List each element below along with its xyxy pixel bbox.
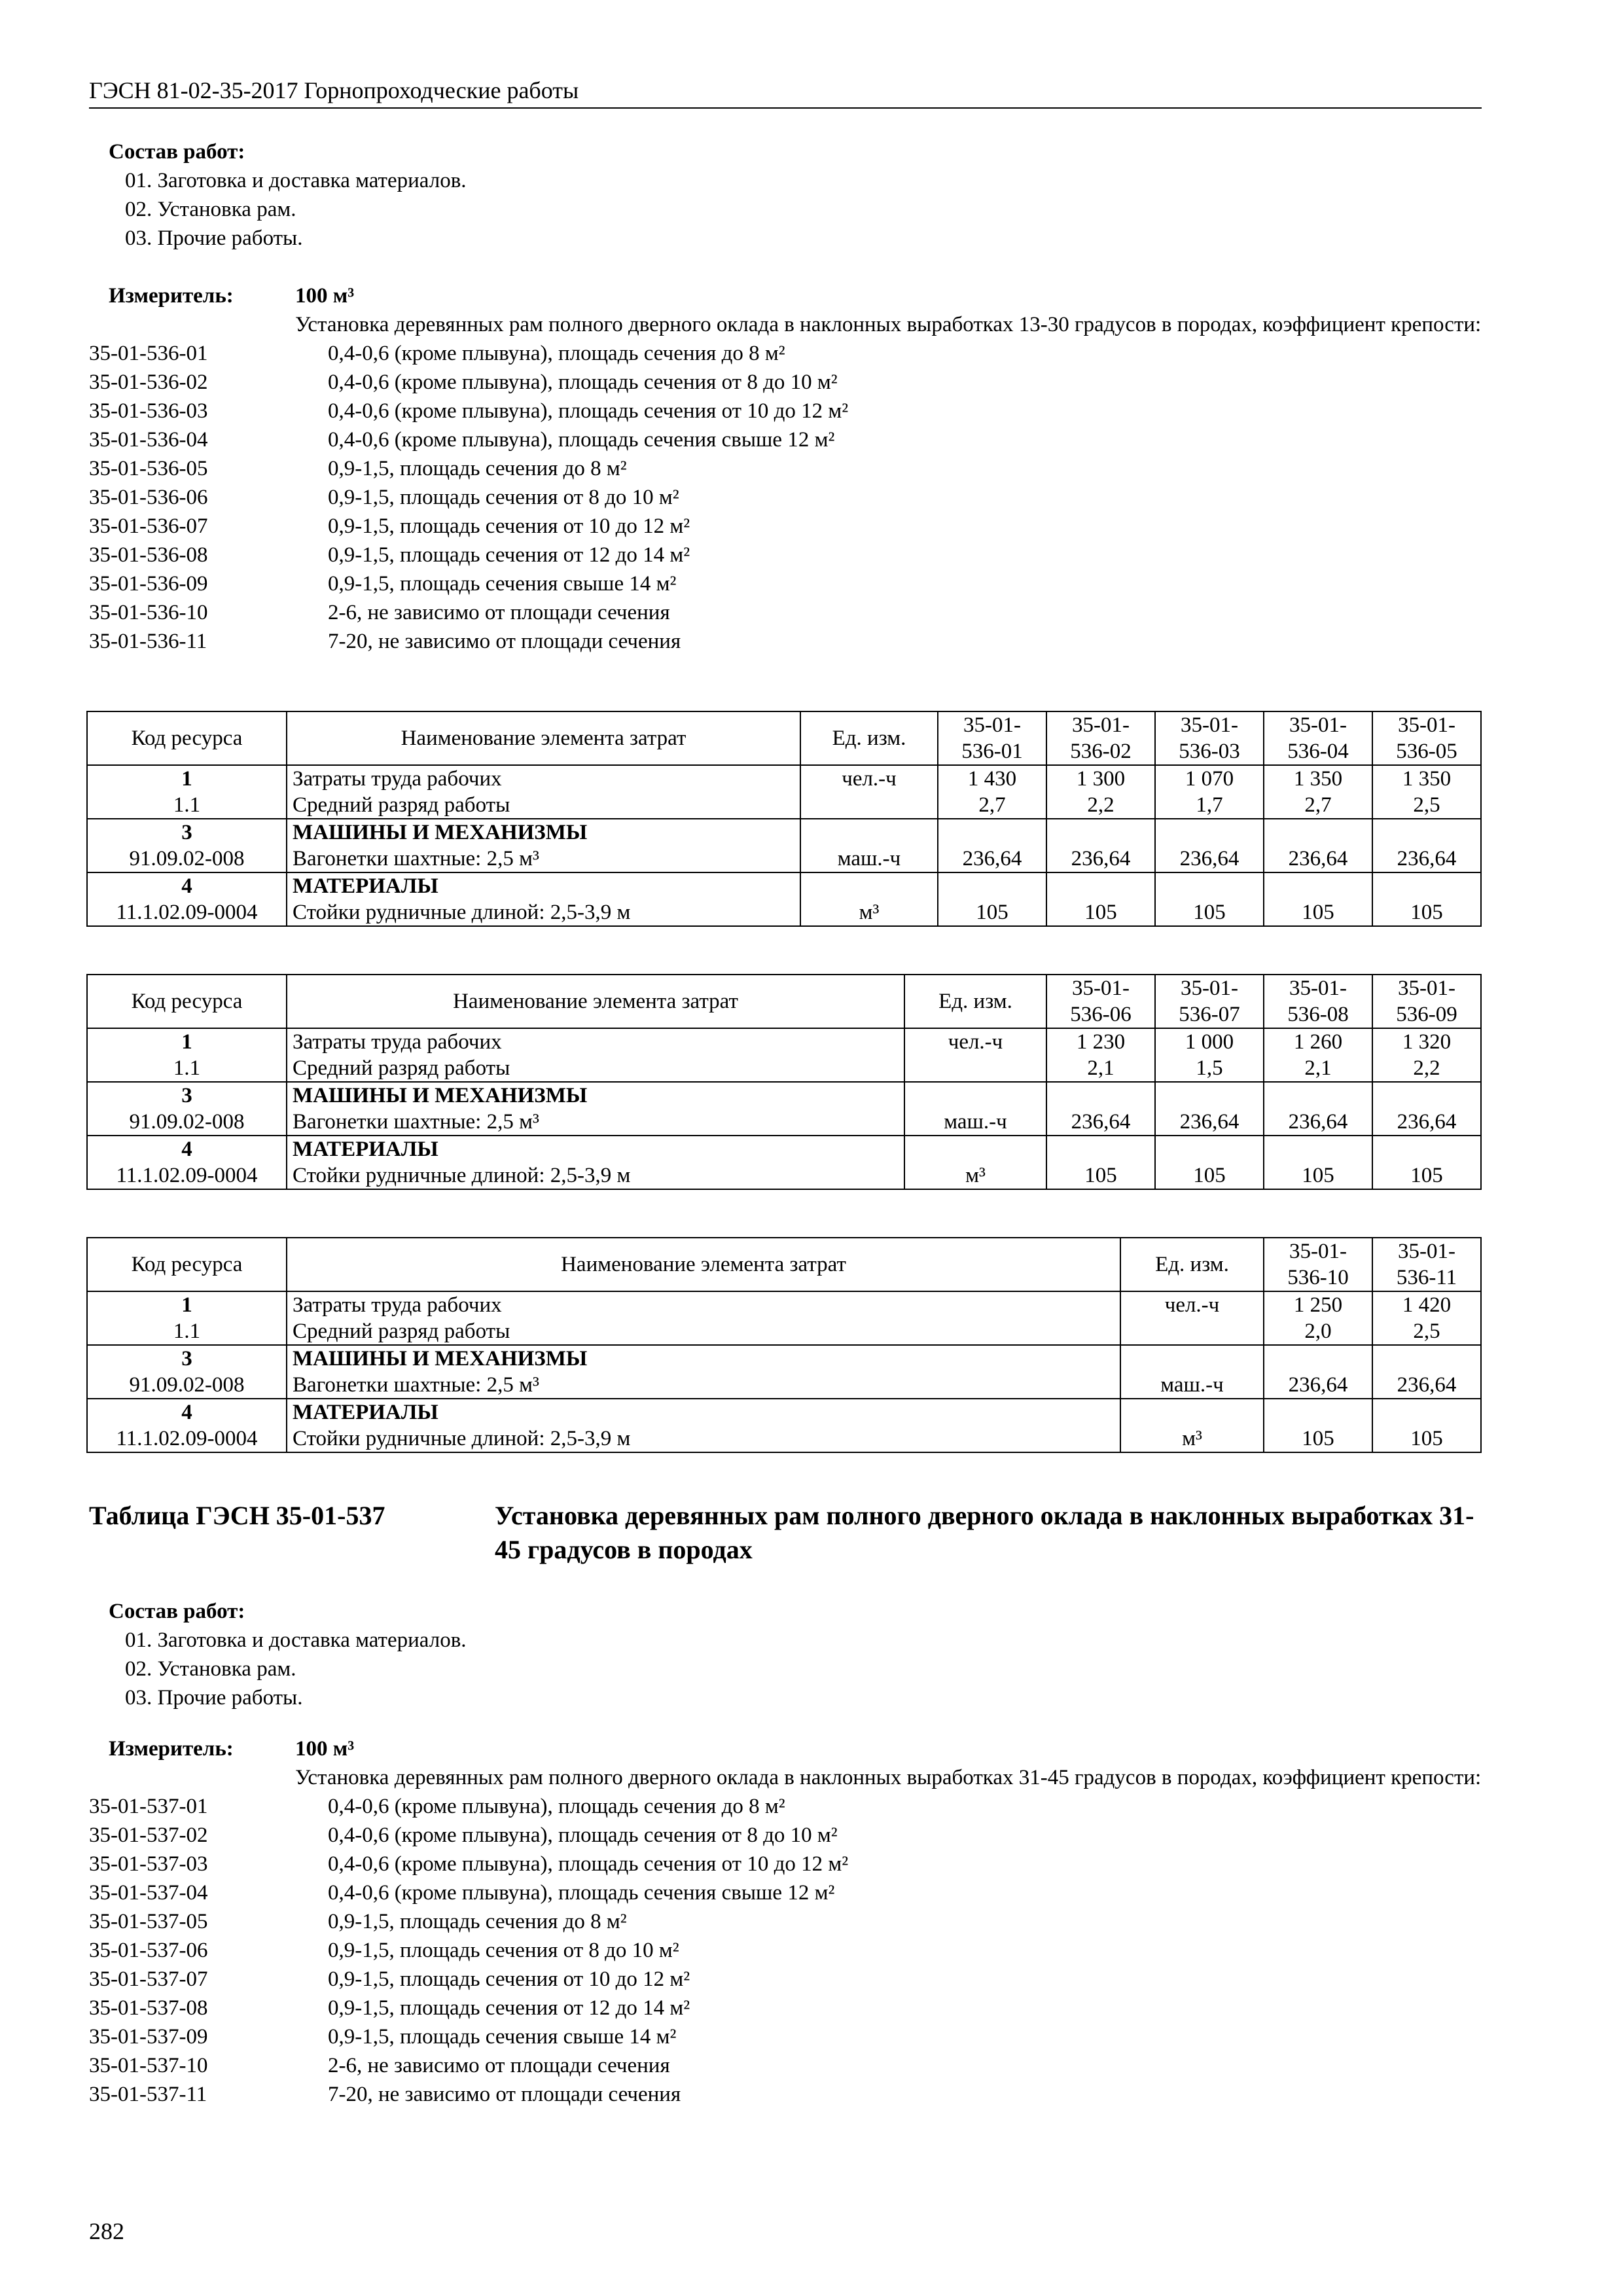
list-item	[89, 1994, 1482, 2022]
row-code: 11.1.02.09-0004	[87, 1162, 287, 1189]
row-unit: м³	[904, 1162, 1046, 1189]
table-row	[87, 846, 1481, 872]
col-header-code: Код ресурса	[87, 975, 287, 1028]
item-code: 35-01-536-06	[89, 486, 208, 509]
row-name: Стойки рудничные длиной: 2,5-3,9 м	[287, 1426, 1120, 1452]
item-text: 0,9-1,5, площадь сечения от 10 до 12 м²	[328, 514, 690, 538]
item-text: 7-20, не зависимо от площади сечения	[328, 2083, 681, 2106]
table-row	[87, 899, 1481, 926]
measure-unit: 100 м³	[295, 284, 355, 308]
item-text: 0,4-0,6 (кроме плывуна), площадь сечения свыше 12 м²	[328, 1881, 835, 1905]
cell-value: 105	[1155, 899, 1264, 926]
cell-value: 105	[938, 899, 1046, 926]
row-code: 4	[87, 872, 287, 899]
row-code: 3	[87, 1082, 287, 1109]
item-code: 35-01-537-10	[89, 2054, 208, 2077]
list-item	[89, 339, 1482, 368]
item-text: 0,4-0,6 (кроме плывуна), площадь сечения до 8 м²	[328, 1795, 785, 1818]
item-code: 35-01-537-09	[89, 2025, 208, 2049]
item-text: 0,4-0,6 (кроме плывуна), площадь сечения до 8 м²	[328, 342, 785, 365]
measure-label: Измеритель:	[109, 1737, 234, 1761]
col-header-name: Наименование элемента затрат	[287, 711, 800, 765]
list-item	[89, 454, 1482, 483]
item-text: 2-6, не зависимо от площади сечения	[328, 601, 670, 624]
list-item	[89, 368, 1482, 397]
row-name: Вагонетки шахтные: 2,5 м³	[287, 846, 800, 872]
work-item: 02. Установка рам.	[125, 198, 296, 221]
cell-value: 2,2	[1046, 792, 1155, 819]
cell-value: 1,5	[1155, 1055, 1264, 1082]
table-row	[87, 1372, 1481, 1399]
item-text: 0,4-0,6 (кроме плывуна), площадь сечения от 10 до 12 м²	[328, 399, 849, 423]
col-header-rate: 35-01-536-09	[1372, 975, 1481, 1028]
item-code: 35-01-536-11	[89, 630, 207, 653]
item-code: 35-01-537-03	[89, 1852, 208, 1876]
row-name: МАТЕРИАЛЫ	[287, 1136, 904, 1162]
row-name: МАШИНЫ И МЕХАНИЗМЫ	[287, 819, 800, 846]
col-header-rate: 35-01-536-06	[1046, 975, 1155, 1028]
item-text: 0,4-0,6 (кроме плывуна), площадь сечения свыше 12 м²	[328, 428, 835, 452]
col-header-rate: 35-01-536-01	[938, 711, 1046, 765]
list-item	[89, 512, 1482, 541]
cell-value: 2,1	[1046, 1055, 1155, 1082]
row-unit: чел.-ч	[800, 765, 938, 792]
item-code: 35-01-537-02	[89, 1823, 208, 1847]
row-name: МАТЕРИАЛЫ	[287, 1399, 1120, 1426]
list-item	[89, 2051, 1482, 2080]
item-code: 35-01-537-07	[89, 1967, 208, 1991]
work-item: 03. Прочие работы.	[125, 226, 303, 250]
row-name: Вагонетки шахтные: 2,5 м³	[287, 1372, 1120, 1399]
item-code: 35-01-536-05	[89, 457, 208, 480]
measure-description: Установка деревянных рам полного дверного оклада в наклонных выработках 13-30 градусов в породах, коэффициент крепости:	[295, 313, 1482, 336]
resource-table-2	[86, 974, 1482, 1190]
item-text: 0,9-1,5, площадь сечения свыше 14 м²	[328, 572, 677, 596]
item-code: 35-01-536-09	[89, 572, 208, 596]
cell-value: 105	[1155, 1162, 1264, 1189]
list-item	[89, 1792, 1482, 1821]
cell-value: 2,1	[1264, 1055, 1372, 1082]
cell-value: 236,64	[1046, 846, 1155, 872]
cell-value: 2,0	[1264, 1318, 1372, 1345]
table-header-row	[87, 975, 1481, 1028]
item-text: 0,4-0,6 (кроме плывуна), площадь сечения от 10 до 12 м²	[328, 1852, 849, 1876]
list-item	[89, 397, 1482, 425]
item-text: 0,9-1,5, площадь сечения до 8 м²	[328, 457, 627, 480]
table-537-title	[89, 1499, 1482, 1567]
col-header-code: Код ресурса	[87, 711, 287, 765]
row-unit: чел.-ч	[1120, 1291, 1264, 1318]
row-unit: маш.-ч	[800, 846, 938, 872]
cell-value: 1 070	[1155, 765, 1264, 792]
table-537-name: Установка деревянных рам полного дверного оклада в наклонных выработках 31-45 градусов в породах	[495, 1501, 1474, 1564]
item-code: 35-01-536-02	[89, 370, 208, 394]
row-code: 1.1	[87, 792, 287, 819]
cell-value: 236,64	[1155, 1109, 1264, 1136]
col-header-code: Код ресурса	[87, 1238, 287, 1291]
cell-value: 1,7	[1155, 792, 1264, 819]
item-code: 35-01-536-03	[89, 399, 208, 423]
cell-value: 105	[1372, 1162, 1481, 1189]
work-composition-label: Состав работ:	[109, 1600, 245, 1623]
item-code: 35-01-537-08	[89, 1996, 208, 2020]
item-code: 35-01-536-07	[89, 514, 208, 538]
item-list	[89, 1792, 1482, 2109]
col-header-rate: 35-01-536-08	[1264, 975, 1372, 1028]
table-row	[87, 1109, 1481, 1136]
col-header-rate: 35-01-536-05	[1372, 711, 1481, 765]
table-row	[87, 765, 1481, 792]
col-header-rate: 35-01-536-07	[1155, 975, 1264, 1028]
row-code: 11.1.02.09-0004	[87, 899, 287, 926]
cell-value: 2,5	[1372, 1318, 1481, 1345]
cell-value: 1 300	[1046, 765, 1155, 792]
table-row	[87, 792, 1481, 819]
cell-value: 105	[1372, 1426, 1481, 1452]
page-header: ГЭСН 81-02-35-2017 Горнопроходческие работы	[89, 76, 1482, 109]
row-name: МАШИНЫ И МЕХАНИЗМЫ	[287, 1082, 904, 1109]
row-code: 1	[87, 1291, 287, 1318]
cell-value: 236,64	[1264, 846, 1372, 872]
list-item	[89, 2022, 1482, 2051]
row-code: 3	[87, 1345, 287, 1372]
row-unit	[800, 792, 938, 819]
row-code: 3	[87, 819, 287, 846]
cell-value: 1 430	[938, 765, 1046, 792]
col-header-rate: 35-01-536-10	[1264, 1238, 1372, 1291]
list-item	[89, 598, 1482, 627]
cell-value: 1 000	[1155, 1028, 1264, 1055]
row-name: Затраты труда рабочих	[287, 1028, 904, 1055]
list-item	[89, 541, 1482, 569]
resource-table-1	[86, 711, 1482, 927]
item-text: 0,9-1,5, площадь сечения от 8 до 10 м²	[328, 1939, 679, 1962]
table-row	[87, 1082, 1481, 1109]
row-code: 1.1	[87, 1055, 287, 1082]
table-header-row	[87, 1238, 1481, 1291]
cell-value: 236,64	[1046, 1109, 1155, 1136]
work-item: 01. Заготовка и доставка материалов.	[125, 169, 467, 192]
cell-value: 105	[1046, 1162, 1155, 1189]
table-row	[87, 1291, 1481, 1318]
row-code: 1	[87, 765, 287, 792]
cell-value: 236,64	[1155, 846, 1264, 872]
item-code: 35-01-536-01	[89, 342, 208, 365]
item-text: 0,9-1,5, площадь сечения от 10 до 12 м²	[328, 1967, 690, 1991]
table-row	[87, 1426, 1481, 1452]
row-unit	[904, 1055, 1046, 1082]
row-name: Стойки рудничные длиной: 2,5-3,9 м	[287, 899, 800, 926]
cell-value: 1 320	[1372, 1028, 1481, 1055]
table-header-row	[87, 711, 1481, 765]
cell-value: 105	[1264, 899, 1372, 926]
row-name: Затраты труда рабочих	[287, 1291, 1120, 1318]
item-code: 35-01-537-11	[89, 2083, 207, 2106]
table-row	[87, 1028, 1481, 1055]
col-header-unit: Ед. изм.	[904, 975, 1046, 1028]
work-composition-2	[89, 1597, 1482, 1712]
item-text: 0,9-1,5, площадь сечения до 8 м²	[328, 1910, 627, 1933]
work-item: 03. Прочие работы.	[125, 1686, 303, 1710]
cell-value: 236,64	[1372, 1109, 1481, 1136]
table-row	[87, 1345, 1481, 1372]
item-text: 0,9-1,5, площадь сечения от 8 до 10 м²	[328, 486, 679, 509]
row-code: 91.09.02-008	[87, 1372, 287, 1399]
list-item	[89, 425, 1482, 454]
col-header-unit: Ед. изм.	[800, 711, 938, 765]
row-name: Вагонетки шахтные: 2,5 м³	[287, 1109, 904, 1136]
row-name: МАШИНЫ И МЕХАНИЗМЫ	[287, 1345, 1120, 1372]
table-row	[87, 1055, 1481, 1082]
cell-value: 1 420	[1372, 1291, 1481, 1318]
col-header-name: Наименование элемента затрат	[287, 975, 904, 1028]
item-list	[89, 339, 1482, 656]
row-code: 1.1	[87, 1318, 287, 1345]
cell-value: 105	[1372, 899, 1481, 926]
list-item	[89, 483, 1482, 512]
row-unit: маш.-ч	[904, 1109, 1046, 1136]
cell-value: 2,5	[1372, 792, 1481, 819]
row-name: Стойки рудничные длиной: 2,5-3,9 м	[287, 1162, 904, 1189]
cell-value: 2,7	[938, 792, 1046, 819]
row-code: 91.09.02-008	[87, 846, 287, 872]
measure-label: Измеритель:	[109, 284, 234, 308]
col-header-name: Наименование элемента затрат	[287, 1238, 1120, 1291]
list-item	[89, 2080, 1482, 2109]
item-text: 0,4-0,6 (кроме плывуна), площадь сечения от 8 до 10 м²	[328, 370, 838, 394]
item-code: 35-01-537-06	[89, 1939, 208, 1962]
measure-unit: 100 м³	[295, 1737, 355, 1761]
row-code: 1	[87, 1028, 287, 1055]
item-code: 35-01-536-08	[89, 543, 208, 567]
item-code: 35-01-537-01	[89, 1795, 208, 1818]
row-name: Затраты труда рабочих	[287, 765, 800, 792]
cell-value: 1 350	[1372, 765, 1481, 792]
row-unit	[1120, 1318, 1264, 1345]
list-item	[89, 1821, 1482, 1850]
row-name: Средний разряд работы	[287, 1055, 904, 1082]
row-code: 4	[87, 1136, 287, 1162]
col-header-rate: 35-01-536-04	[1264, 711, 1372, 765]
cell-value: 105	[1046, 899, 1155, 926]
cell-value: 236,64	[1264, 1109, 1372, 1136]
row-unit: чел.-ч	[904, 1028, 1046, 1055]
cell-value: 1 250	[1264, 1291, 1372, 1318]
row-unit: маш.-ч	[1120, 1372, 1264, 1399]
table-row	[87, 1136, 1481, 1162]
item-text: 0,4-0,6 (кроме плывуна), площадь сечения от 8 до 10 м²	[328, 1823, 838, 1847]
measure-block-1	[89, 281, 1482, 656]
col-header-rate: 35-01-536-02	[1046, 711, 1155, 765]
page-number: 282	[89, 2218, 124, 2244]
measure-block-2	[89, 1734, 1482, 2109]
item-text: 0,9-1,5, площадь сечения от 12 до 14 м²	[328, 543, 690, 567]
row-name: МАТЕРИАЛЫ	[287, 872, 800, 899]
row-code: 91.09.02-008	[87, 1109, 287, 1136]
work-composition-1	[89, 137, 1482, 253]
cell-value: 1 350	[1264, 765, 1372, 792]
row-unit: м³	[1120, 1426, 1264, 1452]
work-item: 01. Заготовка и доставка материалов.	[125, 1628, 467, 1652]
work-item: 02. Установка рам.	[125, 1657, 296, 1681]
item-code: 35-01-537-05	[89, 1910, 208, 1933]
list-item	[89, 627, 1482, 656]
measure-description: Установка деревянных рам полного дверного оклада в наклонных выработках 31-45 градусов в породах, коэффициент крепости:	[295, 1766, 1482, 1789]
row-name: Средний разряд работы	[287, 792, 800, 819]
item-text: 7-20, не зависимо от площади сечения	[328, 630, 681, 653]
table-row	[87, 872, 1481, 899]
cell-value: 2,7	[1264, 792, 1372, 819]
list-item	[89, 1907, 1482, 1936]
row-code: 11.1.02.09-0004	[87, 1426, 287, 1452]
cell-value: 236,64	[1372, 1372, 1481, 1399]
row-code: 4	[87, 1399, 287, 1426]
item-text: 0,9-1,5, площадь сечения свыше 14 м²	[328, 2025, 677, 2049]
cell-value: 1 230	[1046, 1028, 1155, 1055]
cell-value: 105	[1264, 1162, 1372, 1189]
table-row	[87, 819, 1481, 846]
col-header-unit: Ед. изм.	[1120, 1238, 1264, 1291]
cell-value: 1 260	[1264, 1028, 1372, 1055]
list-item	[89, 1965, 1482, 1994]
item-code: 35-01-536-10	[89, 601, 208, 624]
item-text: 2-6, не зависимо от площади сечения	[328, 2054, 670, 2077]
item-code: 35-01-536-04	[89, 428, 208, 452]
cell-value: 105	[1264, 1426, 1372, 1452]
cell-value: 2,2	[1372, 1055, 1481, 1082]
cell-value: 236,64	[938, 846, 1046, 872]
row-name: Средний разряд работы	[287, 1318, 1120, 1345]
list-item	[89, 1936, 1482, 1965]
table-row	[87, 1318, 1481, 1345]
row-unit: м³	[800, 899, 938, 926]
table-537-code: Таблица ГЭСН 35-01-537	[89, 1501, 385, 1530]
list-item	[89, 1850, 1482, 1878]
cell-value: 236,64	[1372, 846, 1481, 872]
resource-table-3	[86, 1237, 1482, 1453]
list-item	[89, 1878, 1482, 1907]
cell-value: 236,64	[1264, 1372, 1372, 1399]
table-row	[87, 1399, 1481, 1426]
list-item	[89, 569, 1482, 598]
table-row	[87, 1162, 1481, 1189]
work-composition-label: Состав работ:	[109, 140, 245, 164]
item-text: 0,9-1,5, площадь сечения от 12 до 14 м²	[328, 1996, 690, 2020]
item-code: 35-01-537-04	[89, 1881, 208, 1905]
col-header-rate: 35-01-536-03	[1155, 711, 1264, 765]
col-header-rate: 35-01-536-11	[1372, 1238, 1481, 1291]
